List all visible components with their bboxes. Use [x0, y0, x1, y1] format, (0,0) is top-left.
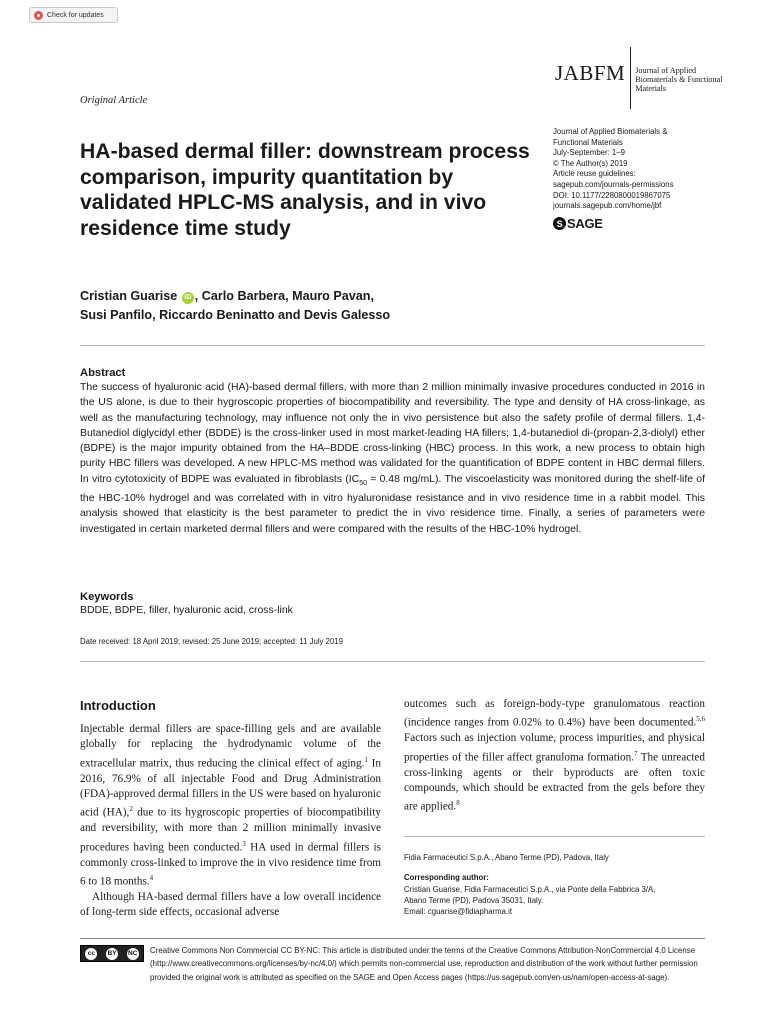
author-names: Susi Panfilo, Riccardo Beninatto and Devis Galesso [80, 307, 391, 322]
paragraph: Injectable dermal fillers are space-filling gels and are available globally for replacing the hydrodynamic volume of the extracellular matrix, thus reducing the clinical effect of aging.$^1$ In 2016, 76.9% of all injectable Food and Drug Administration (FDA)-approved dermal fillers in the US were based on hyaluronic acid (HA),$^2$ due to its hygroscopic properties of biocompatibility and reversibility, with more than 2 million minimally invasive procedures having been conducted.$^3$ HA used in dermal fillers is commonly cross-linked to improve the in vivo residence time from 6 to 18 months.$^4$ [80, 723, 381, 888]
journal-info-line: © The Author(s) 2019 [553, 158, 628, 168]
logo-divider [630, 47, 631, 109]
article-type: Original Article [80, 95, 148, 106]
citation[interactable]: 4 [149, 873, 154, 882]
introduction-left-column [80, 722, 381, 921]
orcid-icon[interactable]: iD [182, 292, 194, 304]
ic50-subscript: 50 [359, 479, 367, 487]
paragraph: Although HA-based dermal fillers have a low overall incidence of long-term side effects, occasional adverse [80, 890, 381, 919]
journal-info-line: Journal of Applied Biomaterials & [553, 127, 668, 136]
divider [80, 661, 705, 662]
journal-info-line: July-September: 1–9 [553, 148, 625, 158]
cc-icon: cc [85, 948, 97, 960]
keywords-text: BDDE, BDPE, filler, hyaluronic acid, cross-link [80, 605, 293, 616]
citation[interactable]: 8 [456, 799, 460, 808]
journal-logo [555, 47, 725, 109]
check-for-updates-label: Check for updates [47, 11, 104, 19]
paragraph: outcomes such as foreign-body-type granulomatous reaction (incidence ranges from 0.02% to 0.4%) have been documented.$^{5,6}$ Factors such as injection volume, process impurities, and physical properties of the filler affect granuloma formation.$^7$ The unreacted cross-linking agents or their byproducts are often toxic compounds, which should be extracted from the gels before they are applied.$^8$ [404, 698, 705, 813]
article-dates: Date received: 18 April 2019; revised: 25 June 2019; accepted: 11 July 2019 [80, 637, 343, 646]
sage-s-icon: S [553, 217, 566, 230]
check-for-updates-button[interactable] [29, 7, 118, 23]
footnote-divider [404, 836, 705, 837]
abstract-heading: Abstract [80, 367, 126, 379]
journal-info [553, 127, 733, 212]
divider [80, 938, 705, 939]
affiliation: Fidia Farmaceutici S.p.A., Abano Terme (PD), Padova, Italy [404, 853, 609, 862]
citation[interactable]: 1 [364, 755, 368, 764]
license-text: Creative Commons Non Commercial CC BY-NC: This article is distributed under the terms of the Creative Commons Attribution-NonCommercial 4.0 License (http://www.creativecommons.org/licenses/by-nc/4.0/) which permits non-commercial use, reproduction and distribution of the work without further permission provided the original work is attributed as specified on the SAGE and Open Access pages (https://us.sagepub.com/en-us/nam/open-access-at-sage). [150, 946, 698, 982]
sage-logo [553, 216, 603, 231]
abstract-text: The success of hyaluronic acid (HA)-based dermal fillers, with more than 2 million minimally invasive procedures conducted in 2016 in the US alone, is due to their hygroscopic properties of biocompatibility and reversibility. The type and density of HA cross-linkage, as well as the manufacturing technology, may influence not only the in vivo persistence but also the safety profile of dermal fillers. 1,4-Butanediol diglycidyl ether (BDDE) is the cross-linker used in most market-leading HA fillers; 1,4-butanediol di-(propan-2,3-diolyl) ether (BDPE) is the major impurity obtained from the HA–BDDE cross-linking (HBC) process. In this work, a new process to obtain high purity HBC fillers was developed. A new HPLC-MS method was validated for the quantification of BDPE content in HBC dermal fillers. In vitro cytotoxicity of BDPE was evaluated in fibroblasts ($IC_{50} = 0.48$ mg/mL). The viscoelasticity was monitored during the shelf-life of the HBC-10% hydrogel and was correlated with in vitro hyaluronidase resistance and in vivo residence time in a rabbit model. This analysis showed that elasticity is the best parameter to predict the in vivo residence time. Finally, a series of parameters were investigated in certain marketed dermal fillers and were compared with the results of the HBC-10% hydrogel. [80, 382, 706, 535]
author-list [80, 287, 550, 324]
introduction-heading: Introduction [80, 698, 156, 713]
update-icon [34, 11, 43, 20]
article-title: HA-based dermal filler: downstream process comparison, impurity quantitation by validated HPLC-MS analysis, and in vivo residence time study [80, 140, 530, 240]
corresponding-author-details [404, 884, 724, 917]
journal-info-line: Functional Materials [553, 137, 623, 147]
doi-link[interactable]: DOI: 10.1177/2280800019867075 [553, 190, 671, 200]
introduction-right-column [404, 697, 705, 815]
corresponding-line: Cristian Guarise, Fidia Farmaceutici S.p.A., via Ponte della Fabbrica 3/A, [404, 885, 656, 894]
citation[interactable]: 5,6 [696, 715, 705, 724]
author-name[interactable]: Cristian Guarise [80, 289, 178, 303]
citation[interactable]: 2 [129, 805, 133, 814]
journal-info-line: Article reuse guidelines: [553, 169, 636, 179]
corresponding-email[interactable]: Email: cguarise@fidiapharma.it [404, 907, 513, 916]
corresponding-line: Abano Terme (PD), Padova 35031, Italy. [404, 896, 544, 905]
divider [80, 345, 705, 346]
journal-info-line[interactable]: sagepub.com/journals-permissions [553, 179, 674, 189]
sage-wordmark: SAGE [567, 216, 603, 231]
keywords-heading: Keywords [80, 591, 134, 603]
by-icon: BY [106, 948, 118, 960]
nc-icon: NC [127, 948, 139, 960]
corresponding-author-heading: Corresponding author: [404, 873, 489, 882]
author-names: , Carlo Barbera, Mauro Pavan, [194, 289, 374, 303]
journal-full-name: Journal of Applied Biomaterials & Functional Materials [635, 66, 723, 94]
journal-home-link[interactable]: journals.sagepub.com/home/jbf [553, 201, 662, 211]
journal-abbrev: JABFM [555, 61, 626, 85]
citation[interactable]: 3 [242, 839, 246, 848]
citation[interactable]: 7 [633, 749, 638, 758]
